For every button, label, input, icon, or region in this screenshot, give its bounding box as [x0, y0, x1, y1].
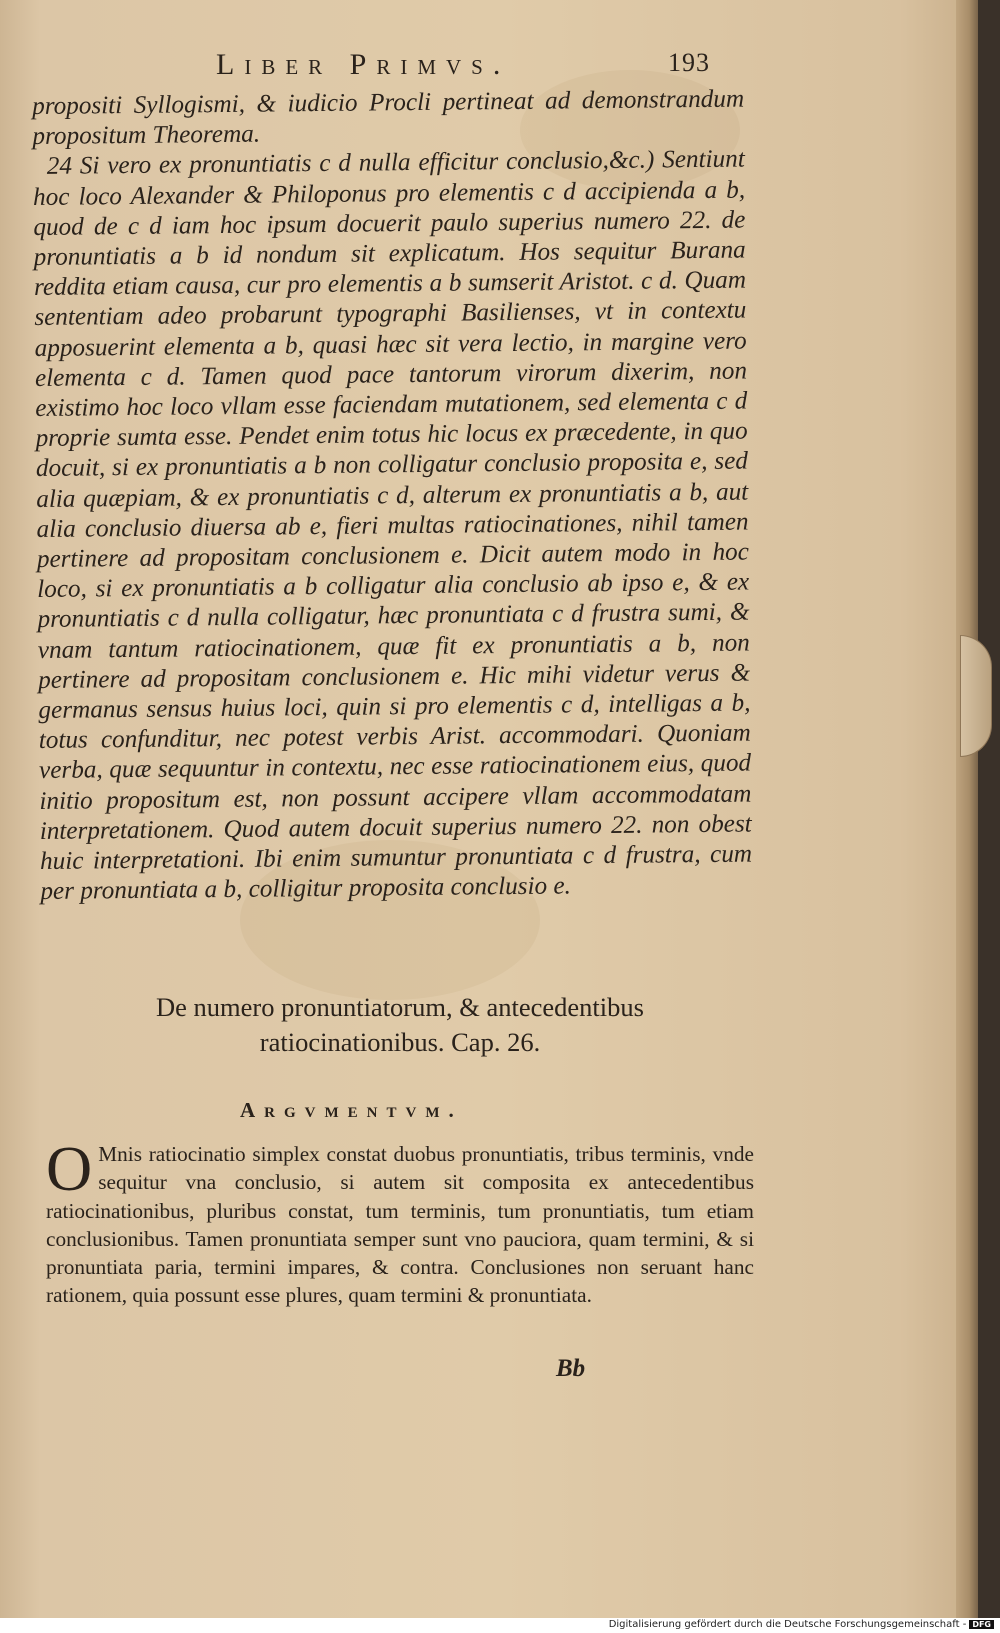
argument-heading: Argvmentvm.	[240, 1098, 463, 1122]
commentary-text	[32, 85, 753, 908]
chapter-heading: De numero pronuntiatorum, & antecedentibus ratiocinationibus. Cap. 26.	[156, 992, 644, 1057]
running-head: Liber Primvs.	[216, 48, 511, 81]
book-clasp-tab	[960, 635, 992, 757]
page-number: 193	[668, 48, 710, 77]
dfg-logo: DFG	[969, 1620, 994, 1629]
page-edge	[956, 0, 978, 1618]
paragraph-1: propositi Syllogismi, & iudicio Procli pertineat ad demonstrandum propositum Theorema.	[32, 85, 745, 151]
footer-credit	[609, 1619, 994, 1630]
argument-body	[46, 1133, 754, 1310]
signature-mark: Bb	[556, 1355, 586, 1382]
drop-cap: O	[46, 1133, 93, 1204]
paragraph-2: 24 Si vero ex pronuntiatis c d nulla efficitur conclusio,&c.) Sentiunt hoc loco Alexander & Philoponus pro elementis c d accipienda a b, quod de c d iam hoc ipsum docuerit paulo superius numero 22. de pronuntiatis a b id nondum sit explicatum. Hos sequitur Burana reddita etiam causa, cur pro elementis a b sumserit Aristot. c d. Quam sententiam adeo probarunt typographi Basilienses, vt in contextu apposuerint elementa a b, quasi hæc sit vera lectio, in margine vero elementa c d. Tamen quod pace tantorum virorum dixerim, non existimo hoc loco vllam esse faciendam mutationem, sed elementa c d proprie sumta esse. Pendet enim totus hic locus ex præcedente, in quo docuit, si ex pronuntiatis a b non colligatur conclusio proposita e, sed alia quæpiam, & ex pronuntiatis c d, alterum ex pronuntiatis a b, aut alia conclusio diuersa ab e, fieri multas ratiocinationes, nihil tamen pertinere ad propositam conclusionem e. Dicit autem modo in hoc loco, si ex pronuntiatis a b colligatur alia conclusio ab ipso e, & ex pronuntiatis c d nulla colligatur, hæc pronuntiata c d frustra sumi, & vnam tantum ratiocinationem, quæ fit ex pronuntiatis a b, non pertinere ad propositam conclusionem e. Hic mihi videtur verus & germanus sensus huius loci, quin si pro elementis c d, intelligas a b, totus confunditur, nec potest verbis Arist. accommodari. Quoniam verba, quæ sequuntur in contextu, nec esse ratiocinationem eius, quod initio propositum est, non possunt accipere vllam accommodatam interpretationem. Quod autem docuit superius numero 22. non obest huic interpretationi. Ibi enim sumuntur pronuntiata c d frustra, cum per pronuntiata a b, colligitur proposita conclusio e.	[32, 145, 753, 906]
footer-credit-text: Digitalisierung gefördert durch die Deutsche Forschungsgemeinschaft -	[608, 1619, 967, 1630]
argument-text: Mnis ratiocinatio simplex constat duobus pronuntiatis, tribus terminis, vnde sequitur vna conclusio, si autem sit composita ex antecedentibus ratiocinationibus, pluribus constat, tum terminis, tum pronuntiatis, tum etiam conclusionibus. Tamen pronuntiata semper sunt vno pauciora, quam termini, & si pronuntiata paria, termini impares, & contra. Conclusiones non seruant hanc rationem, quia possunt esse plures, quam termini & pronuntiata.	[46, 1142, 754, 1308]
